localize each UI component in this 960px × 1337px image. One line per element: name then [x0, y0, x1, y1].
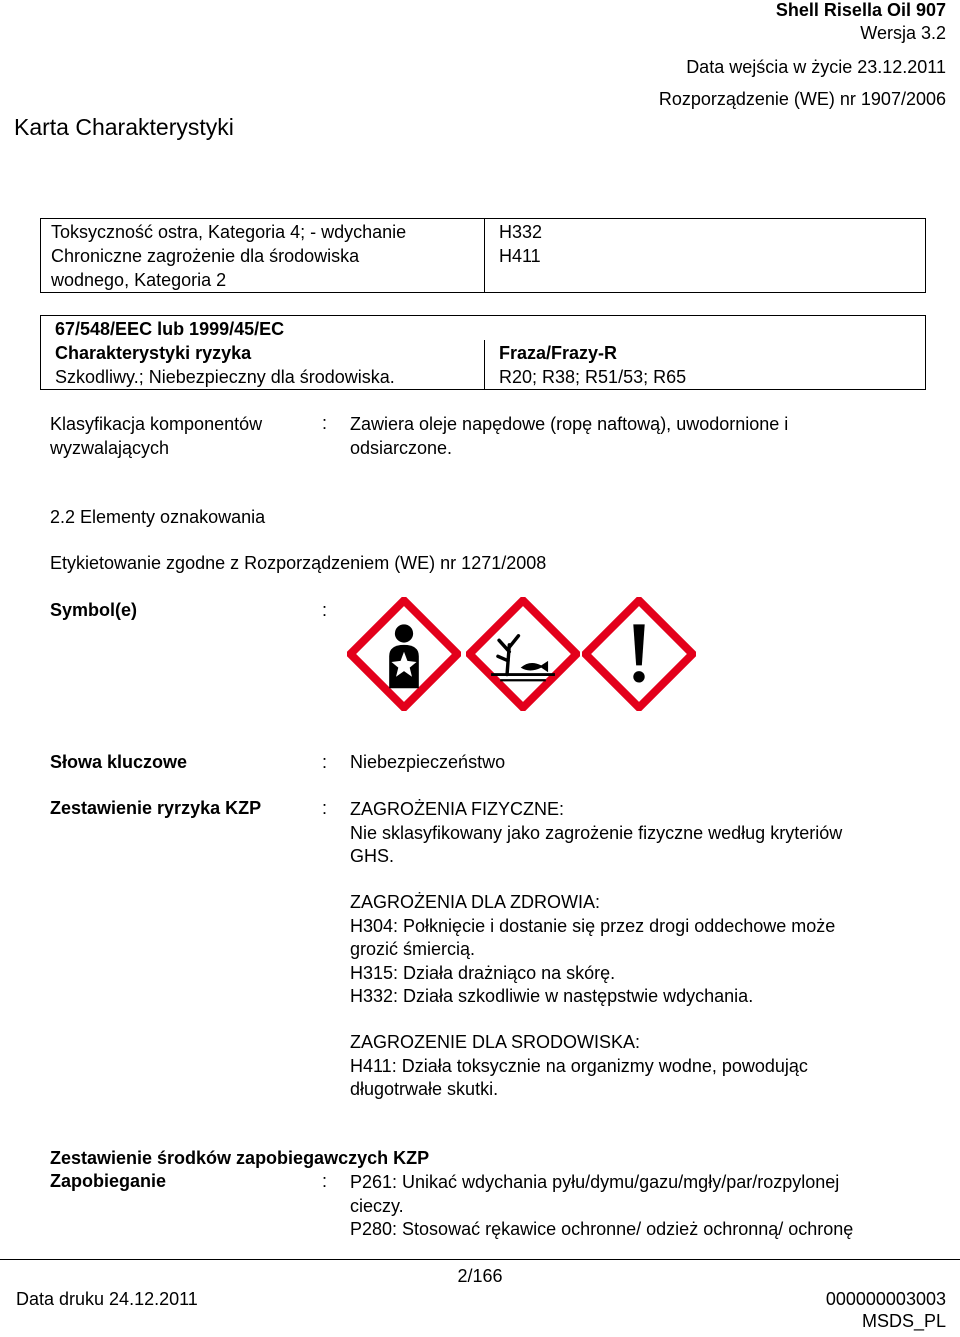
- statement-line: Nie sklasyfikowany jako zagrożenie fizyczne według kryteriów: [350, 822, 843, 843]
- colon: :: [322, 752, 328, 772]
- signal-word-value: Niebezpieczeństwo: [350, 752, 506, 772]
- print-date: Data druku 24.12.2011: [16, 1289, 198, 1309]
- label-line: wyzwalających: [50, 437, 170, 458]
- exclamation-pictogram-icon: [582, 597, 696, 711]
- colon: :: [322, 798, 328, 818]
- table-cell-left: [55, 317, 395, 389]
- environment-pictogram-icon: [466, 597, 580, 711]
- classification-line: Chroniczne zagrożenie dla środowiska: [51, 246, 360, 266]
- sensitizing-value: [350, 413, 788, 460]
- hazard-code: H411: [499, 246, 541, 266]
- sensitizing-label: [50, 413, 262, 460]
- table-cell-left: [51, 220, 406, 292]
- health-hazard-pictogram-icon: [347, 597, 461, 711]
- statement-line: P261: Unikać wdychania pyłu/dymu/gazu/mgły/par/rozpylonej: [350, 1172, 840, 1192]
- table-cell-right: [499, 341, 686, 389]
- table-divider: [484, 219, 485, 292]
- label-line: Klasyfikacja komponentów: [50, 414, 263, 434]
- prevention-statements: [350, 1171, 853, 1242]
- colon: :: [322, 600, 328, 620]
- risk-classification: Szkodliwy.; Niebezpieczny dla środowiska.: [55, 367, 395, 387]
- directive-label: 67/548/EEC lub 1999/45/EC: [55, 319, 285, 339]
- environmental-hazards-heading: ZAGROZENIE DLA SRODOWISKA:: [350, 1032, 641, 1052]
- section-subtitle: Etykietowanie zgodne z Rozporządzeniem (WE) nr 1271/2008: [50, 553, 547, 573]
- statement-line: cieczy.: [350, 1195, 404, 1216]
- regulation: Rozporządzenie (WE) nr 1907/2006: [658, 89, 946, 109]
- hazard-statements-label: Zestawienie ryrzyka KZP: [50, 798, 262, 818]
- page-number: 2/166: [457, 1266, 503, 1286]
- value-line: odsiarczone.: [350, 437, 453, 458]
- classification-line: Toksyczność ostra, Kategoria 4; - wdychanie: [51, 222, 407, 242]
- statement-line: H315: Działa drażniąco na skórę.: [350, 962, 616, 983]
- document-number: 000000003003: [825, 1289, 946, 1309]
- classification-line: wodnego, Kategoria 2: [51, 270, 227, 290]
- table-divider: [484, 340, 485, 389]
- statement-line: H411: Działa toksycznie na organizmy wodne, powodując: [350, 1055, 808, 1076]
- health-hazards-block: [350, 891, 835, 1009]
- statement-line: H332: Działa szkodliwie w następstwie wdychania.: [350, 986, 754, 1006]
- signal-word-label: Słowa kluczowe: [50, 752, 188, 772]
- statement-line: H304: Połknięcie i dostanie się przez drogi oddechowe może: [350, 915, 836, 936]
- statement-line: długotrwałe skutki.: [350, 1079, 499, 1099]
- version: Wersja 3.2: [860, 23, 946, 43]
- statement-line: GHS.: [350, 846, 395, 866]
- section-heading: 2.2 Elementy oznakowania: [50, 507, 266, 527]
- precautionary-title: Zestawienie środków zapobiegawczych KZP: [50, 1148, 430, 1168]
- value-line: Zawiera oleje napędowe (ropę naftową), uwodornione i: [350, 414, 789, 434]
- colon: :: [322, 1171, 328, 1191]
- prevention-label: Zapobieganie: [50, 1171, 167, 1191]
- effective-date: Data wejścia w życie 23.12.2011: [686, 57, 946, 77]
- statement-line: grozić śmiercią.: [350, 939, 476, 959]
- physical-hazards-heading: ZAGROŻENIA FIZYCZNE:: [350, 799, 565, 819]
- risk-phrases-table: [40, 315, 926, 390]
- physical-hazards-block: [350, 798, 842, 869]
- r-phrases: R20; R38; R51/53; R65: [499, 367, 687, 387]
- product-name: Shell Risella Oil 907: [775, 0, 946, 20]
- r-phrases-label: Fraza/Frazy-R: [499, 343, 618, 363]
- symbols-label: Symbol(e): [50, 600, 138, 620]
- health-hazards-heading: ZAGROŻENIA DLA ZDROWIA:: [350, 892, 601, 912]
- table-cell-right: [499, 220, 542, 268]
- hazard-code: H332: [499, 222, 543, 242]
- colon: :: [322, 413, 328, 433]
- footer-divider: [0, 1259, 960, 1260]
- risk-characteristics-label: Charakterystyki ryzyka: [55, 343, 252, 363]
- document-title: Karta Charakterystyki: [14, 114, 234, 140]
- statement-line: P280: Stosować rękawice ochronne/ odzież ochronną/ ochronę: [350, 1219, 854, 1239]
- document-code: MSDS_PL: [861, 1311, 946, 1331]
- environmental-hazards-block: [350, 1031, 808, 1102]
- classification-table: [40, 218, 926, 293]
